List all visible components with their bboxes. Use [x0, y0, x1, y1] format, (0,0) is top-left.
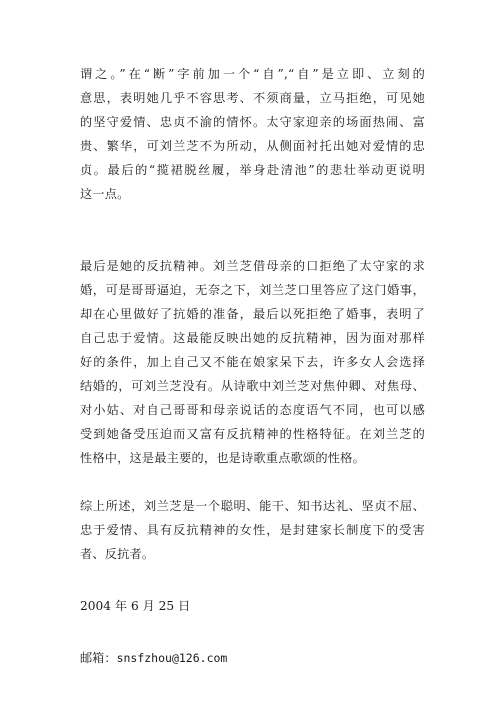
- document-date: 2004 年 6 月 25 日: [80, 599, 191, 613]
- text-line: 最后是她的反抗精神。刘兰芝借母亲的口拒绝了太守家的求: [80, 259, 425, 273]
- text-line: 受到她备受压迫而又富有反抗精神的性格特征。在刘兰芝的: [80, 427, 425, 441]
- email-address: snsfzhou@126.com: [116, 651, 228, 665]
- text-line: 对小姑、对自己哥哥和母亲说话的态度语气不同，也可以感: [80, 403, 425, 417]
- document-page: [80, 62, 425, 670]
- text-line: 自己忠于爱情。这最能反映出她的反抗精神，因为面对那样: [80, 331, 425, 345]
- text-line: 这一点。: [80, 187, 130, 201]
- text-line: 好的条件，加上自己又不能在娘家呆下去，许多女人会选择: [80, 355, 425, 369]
- paragraph-resistance: [80, 254, 425, 470]
- text-line: 却在心里做好了抗婚的准备，最后以死拒绝了婚事，表明了: [80, 307, 425, 321]
- text-line: 的坚守爱情、忠贞不渝的情怀。太守家迎亲的场面热闹、富: [80, 115, 425, 129]
- text-line: 婚，可是哥哥逼迫，无奈之下，刘兰芝口里答应了这门婚事，: [80, 283, 425, 297]
- text-line: 者、反抗者。: [80, 547, 155, 561]
- text-line: 性格中，这是最主要的，也是诗歌重点歌颂的性格。: [80, 451, 365, 465]
- text-line: 谓之。”在“断”字前加一个“自”,“自”是立即、立刻的: [80, 67, 425, 81]
- text-line: 综上所述，刘兰芝是一个聪明、能干、知书达礼、坚贞不屈、: [80, 499, 425, 513]
- text-line: 贞。最后的“揽裙脱丝履，举身赴清池”的悲壮举动更说明: [80, 163, 425, 177]
- email-label: 邮箱：: [80, 651, 117, 665]
- text-line: 忠于爱情、具有反抗精神的女性，是封建家长制度下的受害: [80, 523, 425, 537]
- text-line: 贵、繁华，可刘兰芝不为所动，从侧面衬托出她对爱情的忠: [80, 139, 425, 153]
- text-line: 结婚的，可刘兰芝没有。从诗歌中刘兰芝对焦仲卿、对焦母、: [80, 379, 425, 393]
- paragraph-summary: [80, 494, 425, 566]
- paragraph-love-loyalty: [80, 62, 425, 206]
- contact-email: [80, 646, 425, 670]
- text-line: 意思，表明她几乎不容思考、不须商量，立马拒绝，可见她: [80, 91, 425, 105]
